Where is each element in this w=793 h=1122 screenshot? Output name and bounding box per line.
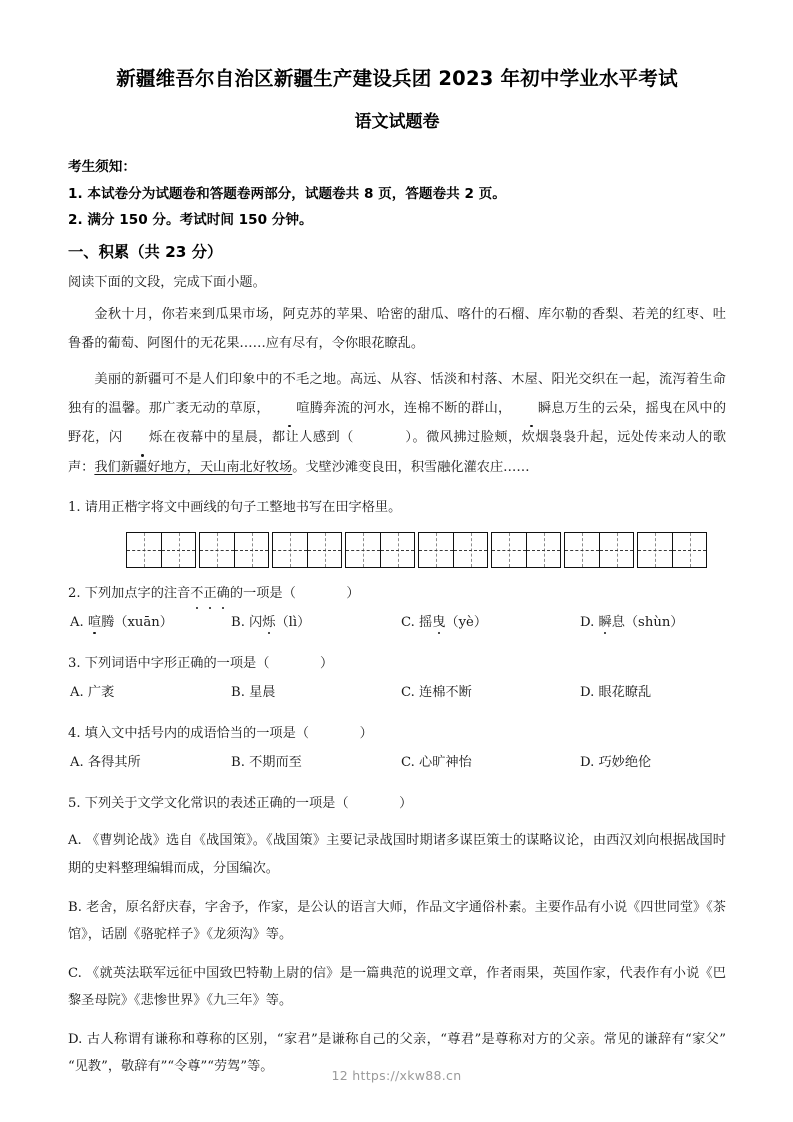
option-c-tag: C.: [401, 615, 415, 631]
option-b-post: （lì）: [275, 615, 311, 631]
option-d-dot-char: 瞬: [599, 611, 612, 630]
option-d[interactable]: [580, 611, 684, 630]
option-a[interactable]: [70, 751, 141, 770]
option-a-post: 腾（xuān）: [101, 615, 173, 631]
option-b-pre: 闪: [249, 615, 263, 631]
question-2-text-post: 的一项是（: [229, 586, 296, 602]
option-c-label: 《就英法联军远征中国致巴特勒上尉的信》是一篇典范的说理文章，作者雨果，英国作家，代表作有小说《巴黎圣母院》《悲惨世界》《九三年》等。: [68, 965, 726, 1008]
grid-cell[interactable]: [565, 533, 599, 567]
page-title: 新疆维吾尔自治区新疆生产建设兵团 2023 年初中学业水平考试: [116, 67, 678, 90]
passage-text-e: ）。微风拂过脸颊，炊烟袅袅升起，远处传来动人的歌声：: [68, 430, 727, 475]
option-c-label: 心旷神怡: [419, 755, 472, 771]
candidate-notice: [68, 154, 726, 234]
question-5-text: 下列关于文学文化常识的表述正确的一项是（: [84, 796, 349, 812]
notice-line-2: 2. 满分 150 分。考试时间 150 分钟。: [68, 212, 313, 229]
option-d-tag: D.: [68, 1031, 83, 1047]
question-1-text: 请用正楷字将文中画线的句子工整地书写在田字格里。: [84, 499, 402, 515]
option-a-label: 《曹刿论战》选自《战国策》。《战国策》主要记录战国时期诸多谋臣策士的谋略议论，由西汉刘向根据战国时期的史料整理编辑而成，分国编次。: [68, 833, 726, 876]
question-4-options: [68, 751, 726, 781]
emphasis-dot-char-2: 瞬: [512, 394, 552, 423]
option-a-dot-char: 喧: [88, 611, 101, 630]
question-2-answer-blank: [296, 586, 347, 601]
option-b-tag: B.: [231, 755, 245, 771]
question-2-emphasis-3: 确: [217, 582, 230, 605]
tianzige-writing-grid[interactable]: [68, 532, 726, 568]
option-a-tag: A.: [70, 615, 84, 631]
question-5-option-b[interactable]: [68, 894, 726, 948]
grid-cell[interactable]: [599, 533, 633, 567]
option-b-label: 不期而至: [249, 755, 302, 771]
page-subtitle: 语文试题卷: [354, 112, 440, 133]
option-b[interactable]: [231, 751, 302, 770]
passage-text-b: 腾奔流的河水，连棉不断的群山，: [309, 401, 512, 417]
passage-text-a: 美丽的新疆可不是人们印象中的不毛之地。高远、从容、恬淡和村落、木屋、阳光交织在一起，流泻着生命独有的温馨。那广袤无动的草原，: [68, 371, 726, 417]
option-a-tag: A.: [68, 833, 82, 849]
option-d-tag: D.: [580, 685, 595, 701]
passage-blank-bracket: [354, 430, 406, 445]
option-b-label: 老舍，原名舒庆春，字舍予，作家，是公认的语言大师，作品文字通俗朴素。主要作品有小说《四世同堂》《茶馆》，话剧《骆驼样子》《龙须沟》等。: [68, 899, 726, 942]
option-d-tag: D.: [580, 615, 595, 631]
option-d[interactable]: [580, 681, 651, 700]
option-a-label: 广袤: [87, 685, 115, 701]
question-5-stem: [68, 792, 726, 815]
option-d-label: 眼花瞭乱: [598, 685, 652, 701]
grid-cell[interactable]: [346, 533, 380, 567]
grid-pair[interactable]: [564, 532, 634, 568]
grid-pair[interactable]: [199, 532, 269, 568]
option-c-tag: C.: [68, 965, 82, 981]
option-c-tag: C.: [401, 755, 415, 771]
option-b[interactable]: [231, 681, 275, 700]
question-4-stem: [68, 722, 726, 745]
passage-underlined-sentence: 我们新疆好地方，天山南北好牧场: [94, 459, 293, 475]
grid-cell[interactable]: [492, 533, 526, 567]
emphasis-dot-char-3: 烁: [123, 423, 163, 452]
grid-pair[interactable]: [637, 532, 707, 568]
grid-cell[interactable]: [419, 533, 453, 567]
notice-heading: 考生须知：: [68, 159, 136, 176]
grid-cell[interactable]: [638, 533, 672, 567]
question-2-text-end: ）: [346, 586, 360, 602]
grid-pair[interactable]: [491, 532, 561, 568]
grid-cell[interactable]: [672, 533, 706, 567]
question-5-text-end: ）: [399, 796, 413, 812]
passage-text-c: 息万生的云朵，摇曳在风中的野花，闪: [68, 401, 727, 446]
question-2-stem: [68, 582, 726, 605]
question-5-number: 5.: [68, 796, 81, 812]
question-5-option-c[interactable]: [68, 960, 726, 1014]
grid-pair[interactable]: [126, 532, 196, 568]
option-c[interactable]: [401, 611, 487, 630]
question-2-options: [68, 611, 726, 641]
grid-cell[interactable]: [200, 533, 234, 567]
option-c[interactable]: [401, 751, 472, 770]
option-b-label: 星晨: [249, 685, 276, 701]
question-3-text-end: ）: [320, 656, 334, 672]
option-c-tag: C.: [401, 685, 415, 701]
grid-cell[interactable]: [453, 533, 487, 567]
option-b-tag: B.: [231, 685, 245, 701]
option-c-label: 连棉不断: [419, 685, 472, 701]
option-d[interactable]: [580, 751, 651, 770]
grid-pair[interactable]: [418, 532, 488, 568]
option-d-tag: D.: [580, 755, 595, 771]
option-b[interactable]: [231, 611, 310, 630]
question-3-answer-blank: [269, 656, 320, 671]
option-c[interactable]: [401, 681, 472, 700]
page-content: [68, 0, 726, 1080]
question-2-emphasis-1: 不: [190, 582, 203, 605]
option-a-tag: A.: [70, 755, 84, 771]
question-3-stem: [68, 652, 726, 675]
question-4-answer-blank: [309, 726, 360, 741]
grid-cell[interactable]: [161, 533, 195, 567]
option-c-dot-char: 曳: [432, 611, 445, 630]
grid-pair[interactable]: [272, 532, 342, 568]
option-b-tag: B.: [68, 899, 82, 915]
question-1-number: 1.: [68, 499, 81, 515]
passage-paragraph-1: 金秋十月，你若来到瓜果市场，阿克苏的苹果、哈密的甜瓜、喀什的石榴、库尔勒的香梨、若羌的红枣、吐鲁番的葡萄、阿图什的无花果……应有尽有，令你眼花瞭乱。: [68, 307, 726, 352]
question-4-text: 填入文中括号内的成语恰当的一项是（: [84, 726, 309, 742]
question-5-option-a[interactable]: [68, 827, 726, 881]
option-a-label: 各得其所: [87, 755, 141, 771]
option-d-post: 息（shùn）: [611, 615, 684, 631]
passage-text-d: 在夜幕中的星晨，都让人感到（: [162, 430, 354, 446]
grid-cell[interactable]: [526, 533, 560, 567]
section-heading: 一、积累（共 23 分）: [68, 242, 223, 261]
question-1-stem: [68, 496, 726, 519]
option-a[interactable]: [70, 681, 114, 700]
question-3-number: 3.: [68, 656, 81, 672]
option-b-tag: B.: [231, 615, 245, 631]
option-d-label: 古人称谓有谦称和尊称的区别，“家君”是谦称自己的父亲，“尊君”是尊称对方的父亲。常见的谦辞有“家父”“见教”，敬辞有”“令尊”“劳驾”等。: [68, 1031, 726, 1074]
grid-pair[interactable]: [345, 532, 415, 568]
notice-line-1: 1. 本试卷分为试题卷和答题卷两部分，试题卷共 8 页，答题卷共 2 页。: [68, 185, 506, 202]
question-4-text-end: ）: [359, 726, 373, 742]
grid-cell[interactable]: [380, 533, 414, 567]
grid-cell[interactable]: [273, 533, 307, 567]
question-3-text: 下列词语中字形正确的一项是（: [84, 656, 270, 672]
option-c-post: （yè）: [445, 615, 488, 631]
question-3-options: [68, 681, 726, 711]
passage-text-f: 。戈壁沙滩变良田，积雪融化灌农庄……: [292, 459, 530, 475]
question-2-emphasis-2: 正: [203, 582, 216, 605]
page-footer: 12 https://xkw88.cn: [331, 1068, 462, 1083]
question-4-number: 4.: [68, 726, 81, 742]
question-2-number: 2.: [68, 586, 81, 602]
grid-cell[interactable]: [234, 533, 268, 567]
question-2-text-pre: 下列加点字的注音: [84, 586, 191, 602]
option-a-tag: A.: [70, 685, 84, 701]
option-a[interactable]: [70, 611, 173, 630]
emphasis-dot-char-1: 喧: [270, 394, 310, 423]
option-d-label: 巧妙绝伦: [598, 755, 652, 771]
section-instruction: 阅读下面的文段，完成下面小题。: [68, 274, 266, 290]
option-c-pre: 摇: [419, 615, 433, 631]
grid-cell[interactable]: [127, 533, 161, 567]
grid-cell[interactable]: [307, 533, 341, 567]
question-5-answer-blank: [349, 796, 400, 811]
option-b-dot-char: 烁: [262, 611, 275, 630]
passage-paragraph-2: [68, 365, 726, 482]
